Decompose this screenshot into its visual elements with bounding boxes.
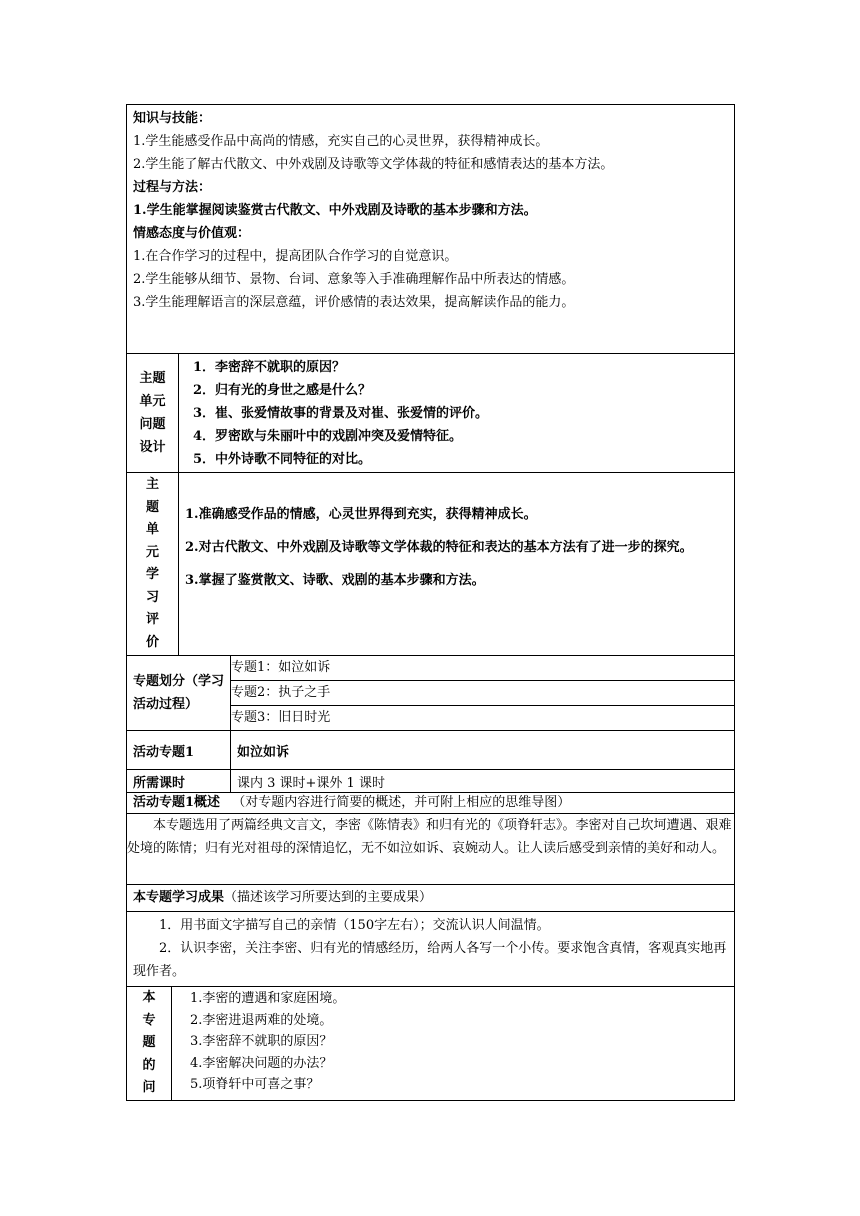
activity-value: 如泣如诉 <box>231 731 735 770</box>
lesson-plan-table <box>126 104 735 1101</box>
objectives-row <box>127 105 735 354</box>
outcomes-note: （描述该学习所要达到的主要成果） <box>224 890 433 905</box>
emotion-item: 2.学生能够从细节、景物、台词、意象等入手准确理解作品中所表达的情感。 <box>133 272 575 287</box>
question-item: 2．归有光的身世之感是什么？ <box>193 383 372 398</box>
emotion-item: 1.在合作学习的过程中，提高团队合作学习的自觉意识。 <box>133 249 458 264</box>
topics-row <box>127 656 735 681</box>
overview-text: 本专题选用了两篇经典文言文，李密《陈情表》和归有光的《项脊轩志》。李密对自己坎坷遭遇、艰难处境的陈情；归有光对祖母的深情追忆，无不如泣如诉、哀婉动人。让人读后感受到亲情的美好和动人。 <box>127 814 735 885</box>
knowledge-heading: 知识与技能： <box>133 111 212 126</box>
knowledge-item: 2.学生能了解古代散文、中外戏剧及诗歌等文学体裁的特征和感情表达的基本方法。 <box>133 157 614 172</box>
evaluation-label: 主 题 单 元 学 习 评 价 <box>127 473 179 656</box>
topic-questions-row <box>127 987 735 1101</box>
overview-heading: 活动专题1概述 <box>133 795 221 810</box>
topic-item: 专题3：旧日时光 <box>231 706 735 731</box>
outcomes-heading-row <box>127 885 735 912</box>
topic-question-item: 3.李密辞不就职的原因？ <box>190 1034 333 1049</box>
topic-item: 专题1：如泣如诉 <box>231 656 735 681</box>
question-item: 1．李密辞不就职的原因？ <box>193 360 346 375</box>
question-design-row <box>127 354 735 473</box>
outcome-item: 1．用书面文字描写自己的亲情（150字左右）；交流认识人间温情。 <box>159 918 550 933</box>
knowledge-item: 1.学生能感受作品中高尚的情感，充实自己的心灵世界，获得精神成长。 <box>133 134 549 149</box>
hours-row <box>127 770 735 793</box>
overview-note: （对专题内容进行简要的概述，并可附上相应的思维导图） <box>232 795 571 810</box>
evaluation-item: 1.准确感受作品的情感，心灵世界得到充实，获得精神成长。 <box>185 507 537 522</box>
evaluation-item: 2.对古代散文、中外戏剧及诗歌等文学体裁的特征和表达的基本方法有了进一步的探究。 <box>185 540 693 555</box>
question-item: 4．罗密欧与朱丽叶中的戏剧冲突及爱情特征。 <box>193 429 463 444</box>
process-heading: 过程与方法： <box>133 180 212 195</box>
overview-text-row <box>127 814 735 885</box>
topic-question-item: 4.李密解决问题的办法？ <box>190 1055 333 1071</box>
evaluation-item: 3.掌握了鉴赏散文、诗歌、戏剧的基本步骤和方法。 <box>185 573 485 588</box>
question-item: 3．崔、张爱情故事的背景及对崔、张爱情的评价。 <box>193 406 489 421</box>
hours-value: 课内 3 课时+课外 1 课时 <box>231 770 735 793</box>
activity-row <box>127 731 735 770</box>
emotion-heading: 情感态度与价值观： <box>133 226 251 241</box>
process-item: 1.学生能掌握阅读鉴赏古代散文、中外戏剧及诗歌的基本步骤和方法。 <box>133 203 537 218</box>
evaluation-row <box>127 473 735 656</box>
outcome-item: 2．认识李密，关注李密、归有光的情感经历，给两人各写一个小传。要求饱含真情，客观真实地再现作者。 <box>133 941 727 979</box>
topic-question-item: 5.项脊轩中可喜之事？ <box>190 1077 320 1092</box>
activity-label: 活动专题1 <box>127 731 231 770</box>
emotion-item: 3.学生能理解语言的深层意蕴，评价感情的表达效果，提高解读作品的能力。 <box>133 295 575 310</box>
question-design-label: 主题 单元 问题 设计 <box>127 354 179 473</box>
topic-item: 专题2：执子之手 <box>231 681 735 706</box>
topics-label: 专题划分（学习活动过程） <box>127 656 231 731</box>
topic-question-item: 1.李密的遭遇和家庭困境。 <box>190 991 346 1006</box>
topic-question-item: 2.李密进退两难的处境。 <box>190 1012 333 1028</box>
topic-questions-label: 本 专 题 的 问 <box>127 987 172 1101</box>
question-item: 5．中外诗歌不同特征的对比。 <box>193 452 372 467</box>
overview-heading-row <box>127 793 735 814</box>
hours-label: 所需课时 <box>127 770 231 793</box>
outcomes-text-row <box>127 912 735 987</box>
outcomes-heading: 本专题学习成果 <box>133 890 225 905</box>
